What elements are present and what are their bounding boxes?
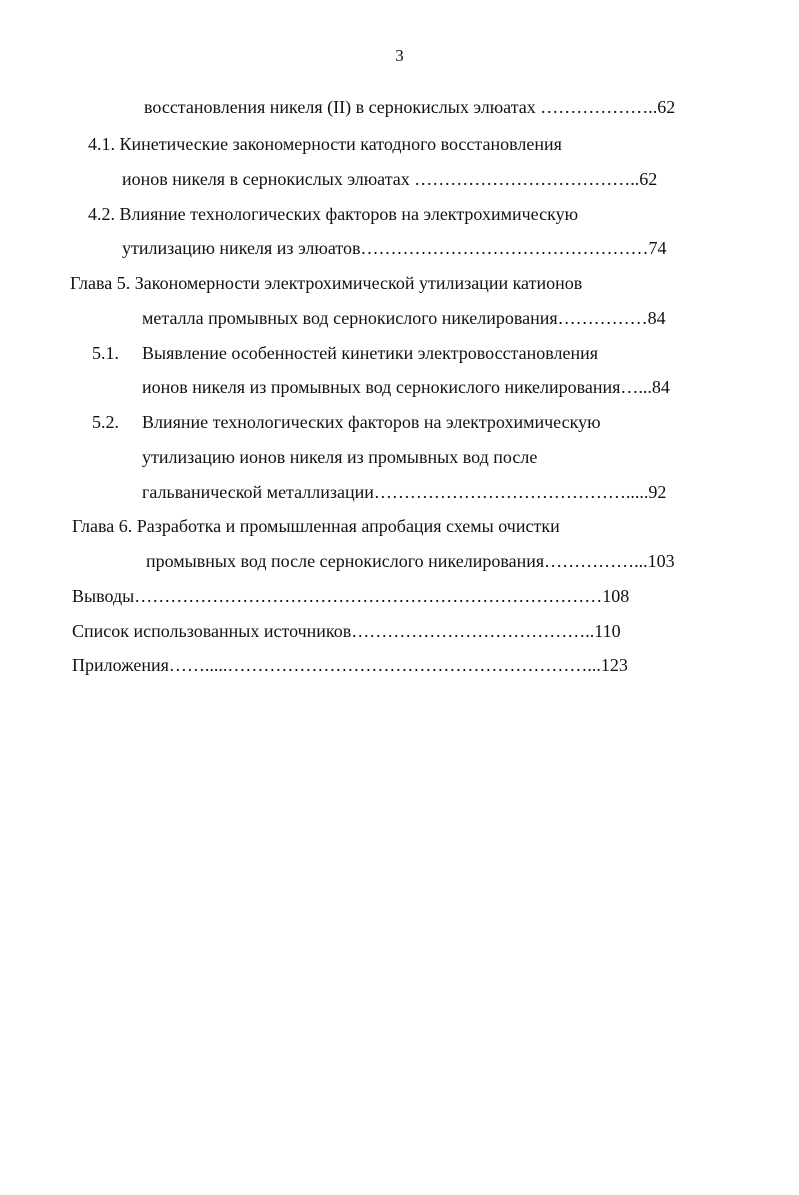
- toc-line: Выводы……………………………………………………………………108: [72, 586, 630, 606]
- section-number: 5.2.: [92, 412, 119, 432]
- toc-line: 5.2. Влияние технологических факторов на электрохимическую: [92, 412, 601, 432]
- section-number: 5.1.: [92, 343, 119, 363]
- toc-line: гальванической металлизации…………………………………….....92: [142, 482, 667, 502]
- toc-line: Список использованных источников…………………………………..110: [72, 621, 621, 641]
- toc-line: промывных вод после сернокислого никелирования……………...103: [146, 551, 675, 571]
- toc-line: утилизацию никеля из элюатов…………………………………………74: [122, 238, 667, 258]
- toc-line: восстановления никеля (II) в сернокислых элюатах ………………..62: [144, 97, 676, 117]
- toc-line: ионов никеля в сернокислых элюатах ………………………………..62: [122, 169, 658, 189]
- toc-line: 5.1. Выявление особенностей кинетики электровосстановления: [92, 343, 599, 363]
- toc-line: Глава 5. Закономерности электрохимической утилизации катионов: [70, 273, 583, 293]
- toc-line: 4.1. Кинетические закономерности катодного восстановления: [88, 134, 562, 154]
- toc-line: ионов никеля из промывных вод сернокислого никелирования…...84: [142, 377, 670, 397]
- toc-line: Приложения…….....……………………………………………………...123: [72, 655, 628, 675]
- toc-line: 4.2. Влияние технологических факторов на электрохимическую: [88, 204, 579, 224]
- toc-line: Глава 6. Разработка и промышленная апробация схемы очистки: [72, 516, 560, 536]
- toc-line: утилизацию ионов никеля из промывных вод после: [142, 447, 538, 467]
- toc-line: металла промывных вод сернокислого никелирования……………84: [142, 308, 666, 328]
- page-number: 3: [395, 46, 404, 65]
